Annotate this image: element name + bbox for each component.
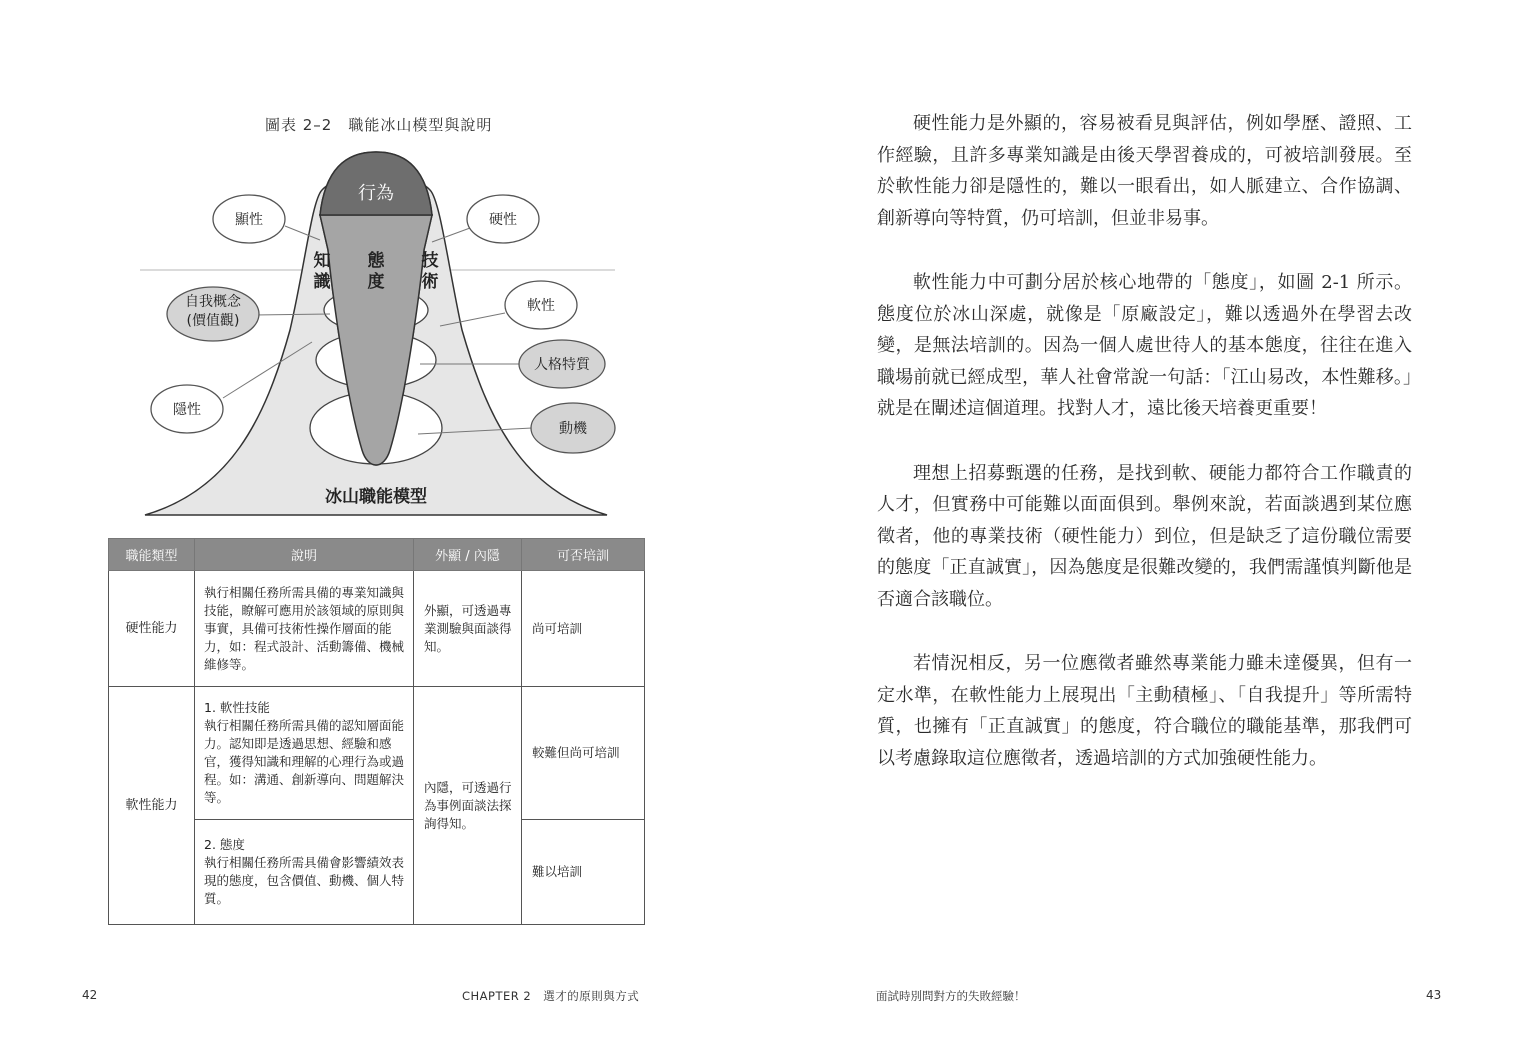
bubble-self-concept-text-1: 自我概念 <box>185 294 241 310</box>
cell-soft-trainable-2: 難以培訓 <box>522 820 645 925</box>
table-header-row <box>109 539 645 571</box>
paragraph-4: 若情況相反，另一位應徵者雖然專業能力雖未達優異，但有一定水準，在軟性能力上展現出「主動積極」、「自我提升」等所需特質，也擁有「正直誠實」的態度，符合職位的職能基準，那我們可以考慮錄取這位應徵者，透過培訓的方式加強硬性能力。 <box>877 653 1412 769</box>
chapter-footer: CHAPTER 2 選才的原則與方式 <box>462 989 640 1003</box>
cell-hard-desc: 執行相關任務所需具備的專業知識與技能，瞭解可應用於該領域的原則與事實，具備可技術性操作層面的能力，如：程式設計、活動籌備、機械維修等。 <box>195 571 414 687</box>
bubble-soft-text: 軟性 <box>527 298 555 314</box>
label-behavior: 行為 <box>358 183 394 204</box>
paragraph-1: 硬性能力是外顯的，容易被看見與評估，例如學歷、證照、工作經驗，且許多專業知識是由後天學習養成的，可被培訓發展。至於軟性能力卻是隱性的，難以一眼看出，如人脈建立、合作協調、創新導向等特質，仍可培訓，但並非易事。 <box>877 113 1412 229</box>
right-page <box>760 0 1521 1062</box>
cell-soft-desc-2 <box>195 820 414 925</box>
cell-soft-trainable-1: 較難但尚可培訓 <box>522 687 645 820</box>
label-skill-2: 術 <box>421 272 439 292</box>
bubble-hidden-text: 隱性 <box>173 402 201 418</box>
body-text <box>877 108 1412 807</box>
label-attitude-1: 態 <box>367 251 385 271</box>
tagline-footer: 面試時別問對方的失敗經驗！ <box>876 989 1026 1003</box>
attitude-text: 執行相關任務所需具備會影響績效表現的態度，包含價值、動機、個人特質。 <box>204 855 405 906</box>
bubble-self-concept-text-2: (價值觀) <box>186 313 240 329</box>
cell-soft-desc-1 <box>195 687 414 820</box>
label-attitude-2: 度 <box>367 272 385 292</box>
label-knowledge-1: 知 <box>313 251 331 271</box>
page-number-left: 42 <box>82 988 98 1002</box>
figure-caption: 圖表 2–2 職能冰山模型與說明 <box>265 116 493 134</box>
paragraph-2: 軟性能力中可劃分居於核心地帶的「態度」，如圖 2-1 所示。態度位於冰山深處，就像是「原廠設定」，難以透過外在學習去改變，是無法培訓的。因為一個人處世待人的基本態度，往往在進入職場前就已經成型，華人社會常說一句話：「江山易改，本性難移。」就是在闡述這個道理。找對人才，遠比後天培養更重要！ <box>877 272 1412 419</box>
cell-hard-trainable: 尚可培訓 <box>522 571 645 687</box>
cell-hard-type: 硬性能力 <box>109 571 195 687</box>
iceberg-diagram <box>0 0 760 540</box>
page-number-right: 43 <box>1426 988 1442 1002</box>
cell-hard-visibility: 外顯，可透過專業測驗與面談得知。 <box>414 571 522 687</box>
paragraph-3: 理想上招募甄選的任務，是找到軟、硬能力都符合工作職責的人才，但實務中可能難以面面俱到。舉例來說，若面談遇到某位應徵者，他的專業技術（硬性能力）到位，但是缺乏了這份職位需要的態度「正直誠實」，因為態度是很難改變的，我們需謹慎判斷他是否適合該職位。 <box>877 462 1412 610</box>
label-skill-1: 技 <box>421 251 439 271</box>
cell-soft-type: 軟性能力 <box>109 687 195 925</box>
header-description: 說明 <box>195 539 414 571</box>
attitude-title: 2. 態度 <box>204 837 245 852</box>
header-visibility: 外顯 / 內隱 <box>414 539 522 571</box>
bubble-hard-text: 硬性 <box>489 212 517 228</box>
header-type: 職能類型 <box>109 539 195 571</box>
soft-skill-text: 執行相關任務所需具備的認知層面能力。認知即是透過思想、經驗和感官，獲得知識和理解的心理行為或過程。如：溝通、創新導向、問題解決等。 <box>204 718 405 805</box>
header-trainable: 可否培訓 <box>522 539 645 571</box>
bubble-explicit-text: 顯性 <box>235 212 263 228</box>
soft-skill-title: 1. 軟性技能 <box>204 700 270 715</box>
table-row-hard <box>109 571 645 687</box>
competency-table <box>108 538 645 925</box>
bubble-motive-text: 動機 <box>559 421 587 437</box>
label-knowledge-2: 識 <box>313 272 331 292</box>
table-row-soft-1 <box>109 687 645 820</box>
left-page <box>0 0 760 1062</box>
cell-soft-visibility: 內隱，可透過行為事例面談法探詢得知。 <box>414 687 522 925</box>
bubble-personality-text: 人格特質 <box>534 357 590 373</box>
label-iceberg-model: 冰山職能模型 <box>325 487 427 507</box>
